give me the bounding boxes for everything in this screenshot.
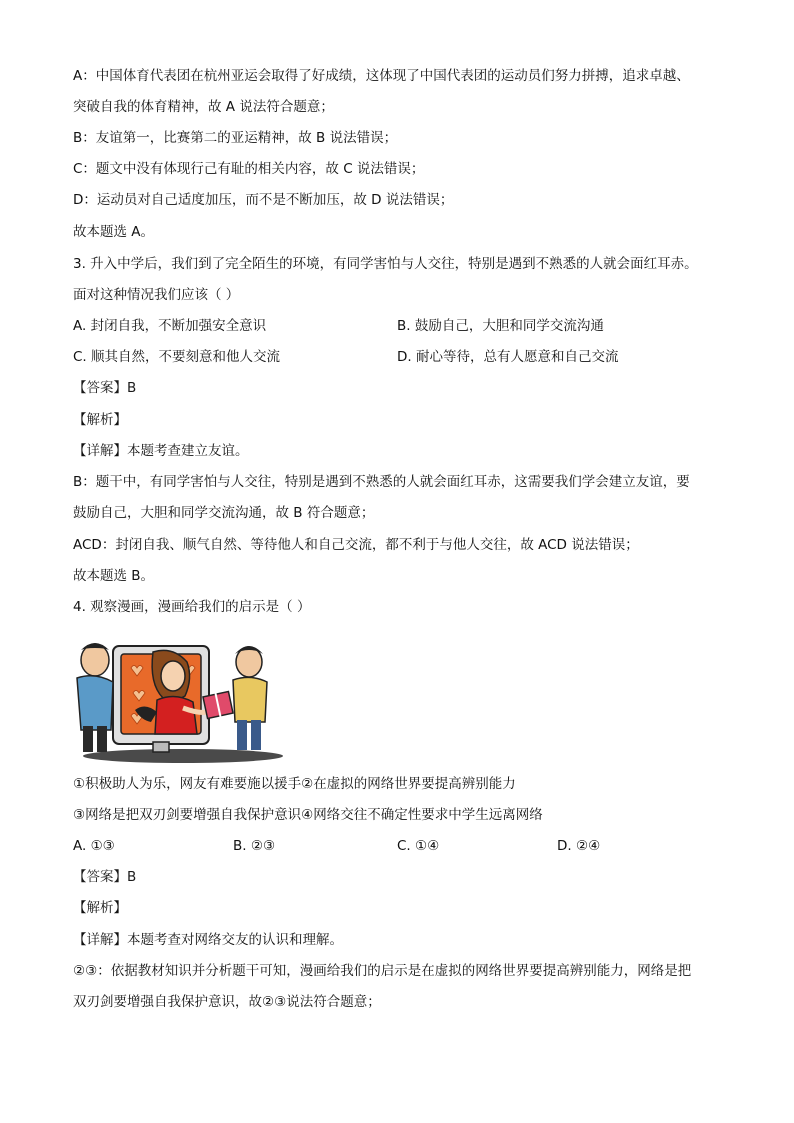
q4-option-b: B. ②③ [233, 838, 276, 854]
q3-stem-line2: 面对这种情况我们应该（ ） [73, 287, 240, 303]
option-d-explanation: D：运动员对自己适度加压，而不是不断加压，故 D 说法错误； [73, 192, 454, 208]
q3-answer: 【答案】B [73, 380, 137, 396]
q3-analysis-label: 【解析】 [73, 412, 127, 428]
q4-answer: 【答案】B [73, 869, 137, 885]
prev-conclusion: 故本题选 A。 [73, 224, 155, 240]
q3-option-b: B. 鼓励自己，大胆和同学交流沟通 [397, 318, 604, 334]
q4-option-a: A. ①③ [73, 838, 115, 854]
q3-acd-explanation: ACD：封闭自我、顺气自然、等待他人和自己交流，都不利于与他人交往，故 ACD 说法错误； [73, 537, 639, 553]
q4-detail: 【详解】本题考查对网络交友的认识和理解。 [73, 932, 343, 948]
q4-analysis-label: 【解析】 [73, 900, 127, 916]
gift-box-icon [203, 692, 233, 719]
q3-option-d: D. 耐心等待，总有人愿意和自己交流 [397, 349, 619, 365]
option-a-explanation-line2: 突破自我的体育精神，故 A 说法符合题意； [73, 99, 334, 115]
option-a-explanation-line1: A：中国体育代表团在杭州亚运会取得了好成绩，这体现了中国代表团的运动员们努力拼搏，追求卓越、 [73, 68, 690, 84]
q3-stem-line1: 3. 升入中学后，我们到了完全陌生的环境，有同学害怕与人交往，特别是遇到不熟悉的人就会面红耳赤。 [73, 256, 698, 272]
q3-b-explanation-line1: B：题干中，有同学害怕与人交往，特别是遇到不熟悉的人就会面红耳赤，这需要我们学会建立友谊，要 [73, 474, 690, 490]
q4-explanation-line1: ②③：依据教材知识并分析题干可知，漫画给我们的启示是在虚拟的网络世界要提高辨别能力，网络是把 [73, 963, 692, 979]
q4-option-c: C. ①④ [397, 838, 440, 854]
ground-shadow [83, 749, 283, 763]
q3-detail: 【详解】本题考查建立友谊。 [73, 443, 249, 459]
q4-explanation-line2: 双刃剑要增强自我保护意识，故②③说法符合题意； [73, 994, 381, 1010]
q3-b-explanation-line2: 鼓励自己，大胆和同学交流沟通，故 B 符合题意； [73, 505, 375, 521]
comic-illustration [73, 638, 283, 764]
right-boy-figure [233, 646, 267, 750]
option-c-explanation: C：题文中没有体现行己有耻的相关内容，故 C 说法错误； [73, 161, 425, 177]
q4-statement-line1: ①积极助人为乐，网友有难要施以援手②在虚拟的网络世界要提高辨别能力 [73, 776, 516, 792]
left-man-figure [77, 643, 113, 752]
q3-option-a: A. 封闭自我，不断加强安全意识 [73, 318, 267, 334]
q4-stem: 4. 观察漫画，漫画给我们的启示是（ ） [73, 599, 311, 615]
q3-option-c: C. 顺其自然，不要刻意和他人交流 [73, 349, 281, 365]
option-b-explanation: B：友谊第一，比赛第二的亚运精神，故 B 说法错误； [73, 130, 398, 146]
q4-statement-line2: ③网络是把双刃剑要增强自我保护意识④网络交往不确定性要求中学生远离网络 [73, 807, 543, 823]
q4-option-d: D. ②④ [557, 838, 601, 854]
q3-conclusion: 故本题选 B。 [73, 568, 155, 584]
